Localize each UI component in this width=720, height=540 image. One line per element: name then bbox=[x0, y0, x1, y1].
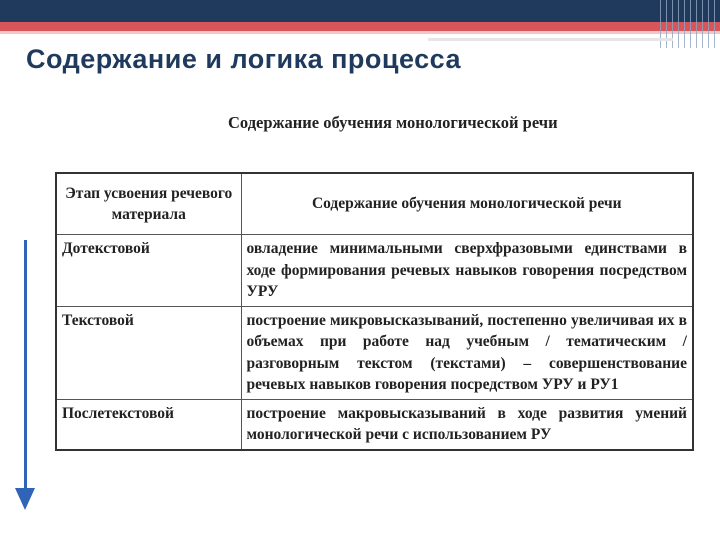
content-cell: построение микровысказываний, постепенно увеличивая их в объемах при работе над учебным / тематическим / разговорным текстом (текстами) – совершенствование речевых навыков говорения посредством УРУ и РУ1 bbox=[241, 306, 693, 399]
stage-cell: Дотекстовой bbox=[56, 235, 241, 307]
header-bar bbox=[0, 0, 720, 22]
stage-cell: Текстовой bbox=[56, 306, 241, 399]
arrow-head bbox=[15, 488, 35, 510]
slide-title: Содержание и логика процесса bbox=[26, 44, 462, 74]
stage-cell: Послетекстовой bbox=[56, 399, 241, 450]
content-cell: построение макровысказываний в ходе развития умений монологической речи с использованием РУ bbox=[241, 399, 693, 450]
header-stage: Этап усвоения речевого материала bbox=[56, 173, 241, 235]
header-light-stripe bbox=[0, 31, 720, 34]
content-cell: овладение минимальными сверхфразовыми единствами в ходе формирования речевых навыков говорения посредством УРУ bbox=[241, 235, 693, 307]
table-row bbox=[56, 306, 693, 399]
table-header-row bbox=[56, 173, 693, 235]
table-row bbox=[56, 399, 693, 450]
arrow-shaft bbox=[24, 240, 27, 492]
title-decoration-line bbox=[428, 38, 673, 41]
header-accent-stripe bbox=[0, 22, 720, 31]
header-content: Содержание обучения монологической речи bbox=[241, 173, 693, 235]
table-row bbox=[56, 235, 693, 307]
document-title: Содержание обучения монологической речи bbox=[228, 113, 558, 132]
content-table bbox=[55, 172, 694, 451]
